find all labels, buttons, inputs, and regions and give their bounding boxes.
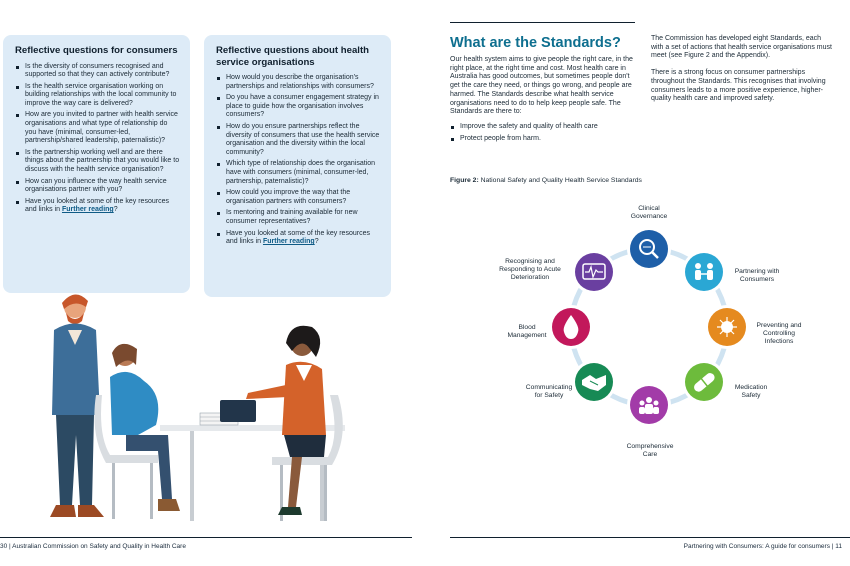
list-item: [216, 230, 381, 247]
question-text: Have you looked at some of the key resources and links in: [25, 197, 169, 214]
standard-preventing-and-controlling-infections: [705, 305, 749, 349]
standard-label-preventing-and-controlling-infections: Preventing and Controlling Infections: [756, 322, 802, 345]
list-item: Is the health service organisation working on building relationships with the local community to improve the way care is delivered?: [15, 83, 180, 109]
list-item: How do you ensure partnerships reflect the diversity of consumers that use the health service organisation and the diversity within the local community?: [216, 123, 381, 157]
intro-column: [450, 56, 635, 146]
list-item: Is the partnership working well and are there things about the partnership that you would like to discuss with the health service organisation?: [15, 149, 180, 175]
figure-caption: [450, 177, 642, 184]
standard-label-clinical-governance: Clinical Governance: [630, 205, 668, 220]
list-item: How would you describe the organisation's partnerships and relationships with consumers?: [216, 74, 381, 91]
doctor-arm: [246, 385, 288, 399]
right-column: [651, 35, 833, 112]
list-item: How could you improve the way that the organisation partners with consumers?: [216, 189, 381, 206]
standard-node: [630, 230, 668, 268]
consumer-focus-paragraph: There is a strong focus on consumer partnerships throughout the Standards. This recognises that involving consumers leads to a more positive experience, higher-quality health care and improved safety.: [651, 69, 826, 103]
further-reading-link[interactable]: Further reading: [262, 238, 315, 246]
woman-boot: [158, 499, 180, 511]
list-item: [15, 198, 180, 215]
right-page: [425, 0, 850, 566]
figure-caption-text: National Safety and Quality Health Service Standards: [478, 177, 642, 184]
page-footer-right: Partnering with Consumers: A guide for consumers | 11: [683, 543, 842, 550]
standard-label-blood-management: Blood Management: [507, 324, 547, 339]
standard-label-comprehensive-care: Comprehensive Care: [626, 443, 674, 458]
list-item: Which type of relationship does the organisation have with consumers (minimal, consumer-led, partnership, paternalistic)?: [216, 160, 381, 186]
standard-communicating-for-safety: [572, 360, 616, 404]
figure-label: Figure 2:: [450, 177, 479, 184]
list-item: Is mentoring and training available for new consumer representatives?: [216, 209, 381, 226]
germ-icon: [717, 317, 737, 337]
question-text: Have you looked at some of the key resources and links in: [226, 229, 370, 246]
standard-medication-safety: [682, 360, 726, 404]
standards-diagram: [485, 195, 845, 465]
further-reading-link[interactable]: Further reading: [61, 206, 114, 214]
organisation-questions-title: Reflective questions about health service organisations: [216, 45, 369, 68]
list-item: Is the diversity of consumers recognised and supported so that they can actively contribute?: [15, 63, 180, 80]
man-trousers: [56, 415, 94, 505]
standard-comprehensive-care: [627, 383, 671, 427]
standards-paragraph: The Commission has developed eight Standards, each with a set of actions that health service organisations must meet (see Figure 2 and the Appendix).: [651, 35, 832, 60]
woman-trousers: [126, 435, 172, 499]
question-mark: ?: [314, 238, 319, 246]
standard-node: [685, 253, 723, 291]
doctor-shoe: [278, 507, 302, 515]
intro-paragraph: Our health system aims to give people the right care, in the right place, at the right time and cost. Most health care in Australia has good outcomes, but sometimes people don't get the care they need, or things go wrong, and people are harmed. The Standards describe what health service organisations need to do to help keep people safe. The Standards are there to:: [450, 56, 633, 116]
footer-rule: [0, 537, 412, 538]
consumer-questions-title: Reflective questions for consumers: [15, 45, 178, 56]
top-rule: [450, 22, 635, 23]
folder: [220, 400, 256, 422]
standard-clinical-governance: [627, 227, 671, 271]
standard-label-communicating-for-safety: Communicating for Safety: [525, 384, 573, 399]
aims-list: [450, 123, 635, 143]
list-item: Improve the safety and quality of health care: [450, 123, 635, 132]
question-mark: ?: [113, 206, 118, 214]
organisation-questions-list: [216, 74, 381, 247]
standard-label-recognising-and-responding-to-acute-deterioration: Recognising and Responding to Acute Deterioration: [499, 258, 561, 281]
standard-label-medication-safety: Medication Safety: [734, 384, 768, 399]
table-leg: [190, 431, 194, 521]
man-shoe: [78, 505, 104, 517]
footer-rule: [450, 537, 850, 538]
standard-label-partnering-with-consumers: Partnering with Consumers: [734, 268, 780, 283]
standard-partnering-with-consumers: [682, 250, 726, 294]
list-item: How can you influence the way health service organisations partner with you?: [15, 178, 180, 195]
standard-node: [575, 253, 613, 291]
page-footer-left: 30 | Australian Commission on Safety and Quality in Health Care: [0, 543, 186, 550]
list-item: Protect people from harm.: [450, 135, 635, 144]
consumer-questions-list: [15, 63, 180, 216]
doctor-skirt: [284, 435, 326, 457]
organisation-questions-box: [204, 35, 391, 297]
page-title: What are the Standards?: [450, 35, 621, 51]
list-item: Do you have a consumer engagement strategy in place to guide how the organisation involves consumers?: [216, 94, 381, 120]
man-shoe: [50, 505, 76, 517]
standard-blood-management: [549, 305, 593, 349]
standard-recognising-and-responding-to-acute-deterioration: [572, 250, 616, 294]
consultation-illustration: [40, 285, 360, 530]
woman-dress: [110, 372, 158, 435]
list-item: How are you invited to partner with health service organisations and what type of relationship do you have (minimal, consumer-led, partnership/shared leadership, paternalistic)?: [15, 111, 180, 145]
consumer-questions-box: [3, 35, 190, 293]
